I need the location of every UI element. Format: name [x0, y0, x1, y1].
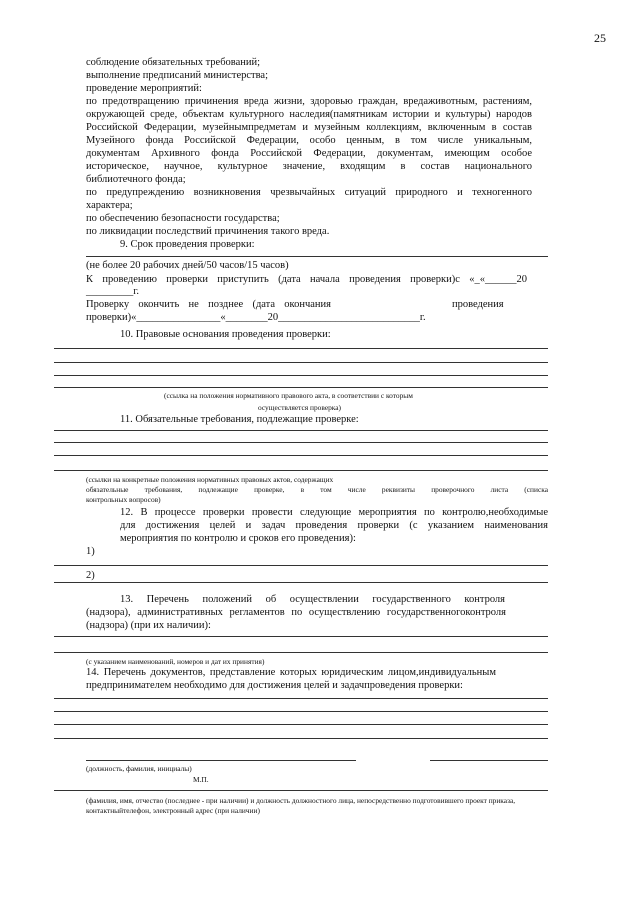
fill-line — [54, 738, 548, 739]
text-line: соблюдение обязательных требований; — [86, 57, 261, 68]
text-line: по ликвидации последствий причинения такого вреда. — [86, 226, 330, 237]
section-13-text: (надзора) (при их наличии): — [86, 620, 211, 631]
text-line: окружающей среде, объектам культурного наследия(памятникам истории и культуры) народов — [86, 109, 532, 120]
signature-line — [430, 760, 548, 761]
section-13-text: 13. Перечень положений об осуществлении государственного контроля — [120, 594, 505, 605]
fill-line — [54, 362, 548, 363]
fill-line — [54, 348, 548, 349]
section-14-text: 14. Перечень документов, представление которых юридическим лицом,индивидуальным — [86, 667, 496, 678]
fill-line — [54, 582, 548, 583]
section-9-limit: (не более 20 рабочих дней/50 часов/15 часов) — [86, 260, 289, 271]
fill-line — [54, 455, 548, 456]
text-line: Музейного фонда Российской Федерации, особо ценным, в том числе уникальным, — [86, 135, 532, 146]
section-9-end-line-right: проведения — [452, 299, 504, 310]
section-13-text: (надзора), административных регламентов по осуществлению государственногоконтроля — [86, 607, 506, 618]
page-number: 25 — [594, 31, 606, 45]
text-line: выполнение предписаний министерства; — [86, 70, 268, 81]
section-11-title: 11. Обязательные требования, подлежащие проверке: — [120, 414, 359, 425]
fill-line — [54, 375, 548, 376]
section-12-text: 12. В процессе проверки провести следующие мероприятия по контролю,необходимые — [120, 507, 548, 518]
fill-line — [54, 387, 548, 388]
fill-line — [54, 565, 548, 566]
section-12-text: мероприятия по контролю и сроков его проведения): — [120, 533, 356, 544]
list-item-number: 2) — [86, 570, 95, 581]
signature-note: (должность, фамилия, инициалы) — [86, 764, 192, 773]
section-9-title: 9. Срок проведения проверки: — [120, 239, 255, 250]
section-13-note: (с указанием наименований, номеров и дат их принятия) — [86, 657, 265, 666]
fill-line — [54, 470, 548, 471]
section-9-end-line: Проверку окончить не позднее (дата окончания — [86, 299, 331, 310]
text-line: по предупреждению возникновения чрезвычайных ситуаций природного и техногенного — [86, 187, 532, 198]
text-line: по предотвращению причинения вреда жизни, здоровью граждан, вредаживотным, растениям, — [86, 96, 532, 107]
text-line: библиотечного фонда; — [86, 174, 186, 185]
section-9-start-line: К проведению проверки приступить (дата начала проведения проверки)с «_«______20 — [86, 274, 527, 285]
seal-label: М.П. — [193, 775, 209, 784]
fill-line — [86, 256, 548, 257]
footer-note: контактныйтелефон, электронный адрес (при наличии) — [86, 806, 260, 815]
fill-line — [54, 442, 548, 443]
text-line: характера; — [86, 200, 133, 211]
text-line: историческое, научное, культурное значение, входящим в состав национального — [86, 161, 532, 172]
text-line: по обеспечению безопасности государства; — [86, 213, 280, 224]
text-line: Российской Федерации, музейнымпредметам и музейным коллекциям, включенным в состав — [86, 122, 532, 133]
section-12-text: для достижения целей и задач проведения проверки (с указанием наименования — [120, 520, 548, 531]
section-14-text: предпринимателем необходимо для достижения целей и задачпроведения проверки: — [86, 680, 463, 691]
section-10-note: осуществляется проверка) — [258, 403, 342, 412]
list-item-number: 1) — [86, 546, 95, 557]
section-9-end-line-2: проверки)«________________«________20___________________________г. — [86, 312, 426, 323]
signature-line — [86, 760, 356, 761]
fill-line — [54, 698, 548, 699]
text-line: проведение мероприятий: — [86, 83, 202, 94]
fill-line — [54, 652, 548, 653]
section-9-start-year: _________г. — [86, 286, 139, 297]
fill-line — [54, 430, 548, 431]
section-10-note: (ссылка на положения нормативного правового акта, в соответствии с которым — [164, 391, 413, 400]
section-11-note: (ссылки на конкретные положения нормативных правовых актов, содержащих — [86, 475, 334, 484]
footer-note: (фамилия, имя, отчество (последнее - при наличии) и должность должностного лица, непосредственно подготовившего проект приказа, — [86, 796, 516, 805]
fill-line — [54, 724, 548, 725]
section-11-note: обязательные требования, подлежащие проверке, в том числе реквизиты проверочного листа (списка — [86, 485, 548, 494]
section-10-title: 10. Правовые основания проведения проверки: — [120, 329, 331, 340]
text-line: документам Архивного фонда Российской Федерации, документам, имеющим особое — [86, 148, 532, 159]
fill-line — [54, 790, 548, 791]
fill-line — [54, 636, 548, 637]
section-11-note: контрольных вопросов) — [86, 495, 161, 504]
fill-line — [54, 711, 548, 712]
